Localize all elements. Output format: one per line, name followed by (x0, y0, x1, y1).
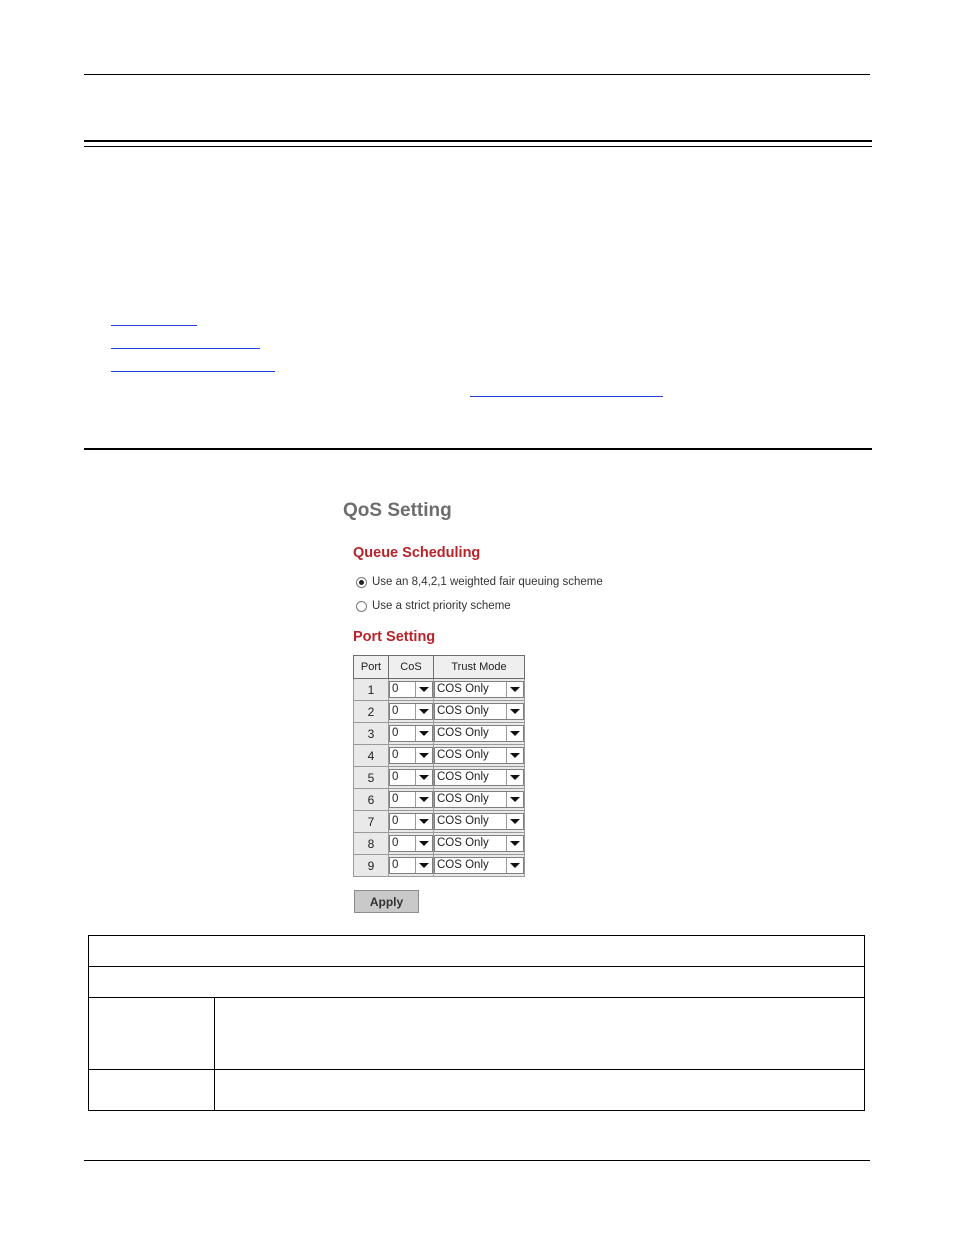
trust-mode-value: COS Only (437, 749, 489, 761)
trust-mode-cell (434, 767, 525, 789)
trust-mode-cell (434, 855, 525, 877)
chevron-down-icon[interactable] (415, 836, 432, 851)
link-underline[interactable] (470, 396, 663, 397)
trust-mode-cell (434, 789, 525, 811)
table-divider (214, 997, 215, 1110)
chevron-down-icon[interactable] (506, 770, 523, 785)
cos-select[interactable] (389, 791, 433, 808)
port-setting-table (353, 655, 525, 877)
port-number: 6 (354, 789, 389, 811)
port-number: 2 (354, 701, 389, 723)
cos-cell (389, 701, 434, 723)
trust-mode-select[interactable] (434, 703, 524, 720)
description-table (88, 935, 865, 1111)
cos-value: 0 (392, 727, 399, 739)
radio-label: Use a strict priority scheme (372, 600, 511, 612)
cos-select[interactable] (389, 769, 433, 786)
trust-mode-value: COS Only (437, 837, 489, 849)
port-number: 8 (354, 833, 389, 855)
table-divider (89, 997, 864, 998)
chevron-down-icon[interactable] (415, 814, 432, 829)
trust-mode-cell (434, 833, 525, 855)
chevron-down-icon[interactable] (506, 858, 523, 873)
header-rule (84, 74, 870, 75)
chevron-down-icon[interactable] (415, 770, 432, 785)
cos-value: 0 (392, 771, 399, 783)
chevron-down-icon[interactable] (506, 704, 523, 719)
cos-cell (389, 855, 434, 877)
cos-cell (389, 789, 434, 811)
apply-button[interactable]: Apply (354, 890, 419, 913)
divider-rule (84, 448, 872, 450)
chevron-down-icon[interactable] (415, 726, 432, 741)
radio-label: Use an 8,4,2,1 weighted fair queuing scheme (372, 576, 603, 588)
link-underline[interactable] (111, 325, 197, 326)
cos-cell (389, 767, 434, 789)
cos-value: 0 (392, 705, 399, 717)
column-header-cos: CoS (389, 656, 434, 679)
trust-mode-value: COS Only (437, 859, 489, 871)
chevron-down-icon[interactable] (506, 726, 523, 741)
trust-mode-select[interactable] (434, 725, 524, 742)
port-number: 7 (354, 811, 389, 833)
cos-select[interactable] (389, 703, 433, 720)
table-row (354, 833, 525, 855)
column-header-trust-mode: Trust Mode (434, 656, 525, 679)
trust-mode-value: COS Only (437, 727, 489, 739)
trust-mode-select[interactable] (434, 857, 524, 874)
chevron-down-icon[interactable] (415, 748, 432, 763)
table-divider (89, 966, 864, 967)
trust-mode-cell (434, 745, 525, 767)
chevron-down-icon[interactable] (506, 836, 523, 851)
trust-mode-select[interactable] (434, 791, 524, 808)
table-row (354, 723, 525, 745)
port-setting-heading: Port Setting (353, 629, 436, 645)
table-row (354, 789, 525, 811)
trust-mode-cell (434, 723, 525, 745)
table-divider (89, 1069, 864, 1070)
footer-rule (84, 1160, 870, 1161)
cos-value: 0 (392, 815, 399, 827)
cos-cell (389, 811, 434, 833)
chevron-down-icon[interactable] (506, 748, 523, 763)
cos-value: 0 (392, 683, 399, 695)
cos-value: 0 (392, 837, 399, 849)
cos-value: 0 (392, 859, 399, 871)
chevron-down-icon[interactable] (506, 682, 523, 697)
cos-cell (389, 723, 434, 745)
radio-option-wfq[interactable] (356, 576, 603, 588)
trust-mode-select[interactable] (434, 747, 524, 764)
trust-mode-select[interactable] (434, 681, 524, 698)
trust-mode-value: COS Only (437, 683, 489, 695)
cos-value: 0 (392, 749, 399, 761)
chevron-down-icon[interactable] (415, 858, 432, 873)
section-rule-thick (84, 140, 872, 142)
cos-cell (389, 745, 434, 767)
cos-cell (389, 833, 434, 855)
table-row (354, 855, 525, 877)
table-row (354, 811, 525, 833)
table-row (354, 701, 525, 723)
cos-select[interactable] (389, 813, 433, 830)
page-title: QoS Setting (343, 500, 452, 521)
cos-select[interactable] (389, 857, 433, 874)
trust-mode-cell (434, 701, 525, 723)
port-number: 3 (354, 723, 389, 745)
cos-cell (389, 679, 434, 701)
trust-mode-select[interactable] (434, 813, 524, 830)
trust-mode-select[interactable] (434, 769, 524, 786)
trust-mode-cell (434, 679, 525, 701)
cos-select[interactable] (389, 747, 433, 764)
port-number: 5 (354, 767, 389, 789)
port-number: 4 (354, 745, 389, 767)
column-header-port: Port (354, 656, 389, 679)
chevron-down-icon[interactable] (506, 792, 523, 807)
trust-mode-value: COS Only (437, 771, 489, 783)
radio-button-checked[interactable] (356, 577, 367, 588)
cos-value: 0 (392, 793, 399, 805)
trust-mode-value: COS Only (437, 815, 489, 827)
port-number: 9 (354, 855, 389, 877)
cos-select[interactable] (389, 725, 433, 742)
chevron-down-icon[interactable] (506, 814, 523, 829)
chevron-down-icon[interactable] (415, 792, 432, 807)
cos-select[interactable] (389, 681, 433, 698)
chevron-down-icon[interactable] (415, 682, 432, 697)
chevron-down-icon[interactable] (415, 704, 432, 719)
radio-option-strict[interactable] (356, 600, 511, 612)
table-row (354, 679, 525, 701)
table-row (354, 745, 525, 767)
trust-mode-value: COS Only (437, 793, 489, 805)
link-underline[interactable] (111, 348, 260, 349)
trust-mode-select[interactable] (434, 835, 524, 852)
table-row (354, 767, 525, 789)
section-rule-thin (84, 146, 872, 147)
link-underline[interactable] (111, 371, 275, 372)
queue-scheduling-heading: Queue Scheduling (353, 545, 481, 561)
cos-select[interactable] (389, 835, 433, 852)
port-number: 1 (354, 679, 389, 701)
trust-mode-cell (434, 811, 525, 833)
radio-button[interactable] (356, 601, 367, 612)
trust-mode-value: COS Only (437, 705, 489, 717)
